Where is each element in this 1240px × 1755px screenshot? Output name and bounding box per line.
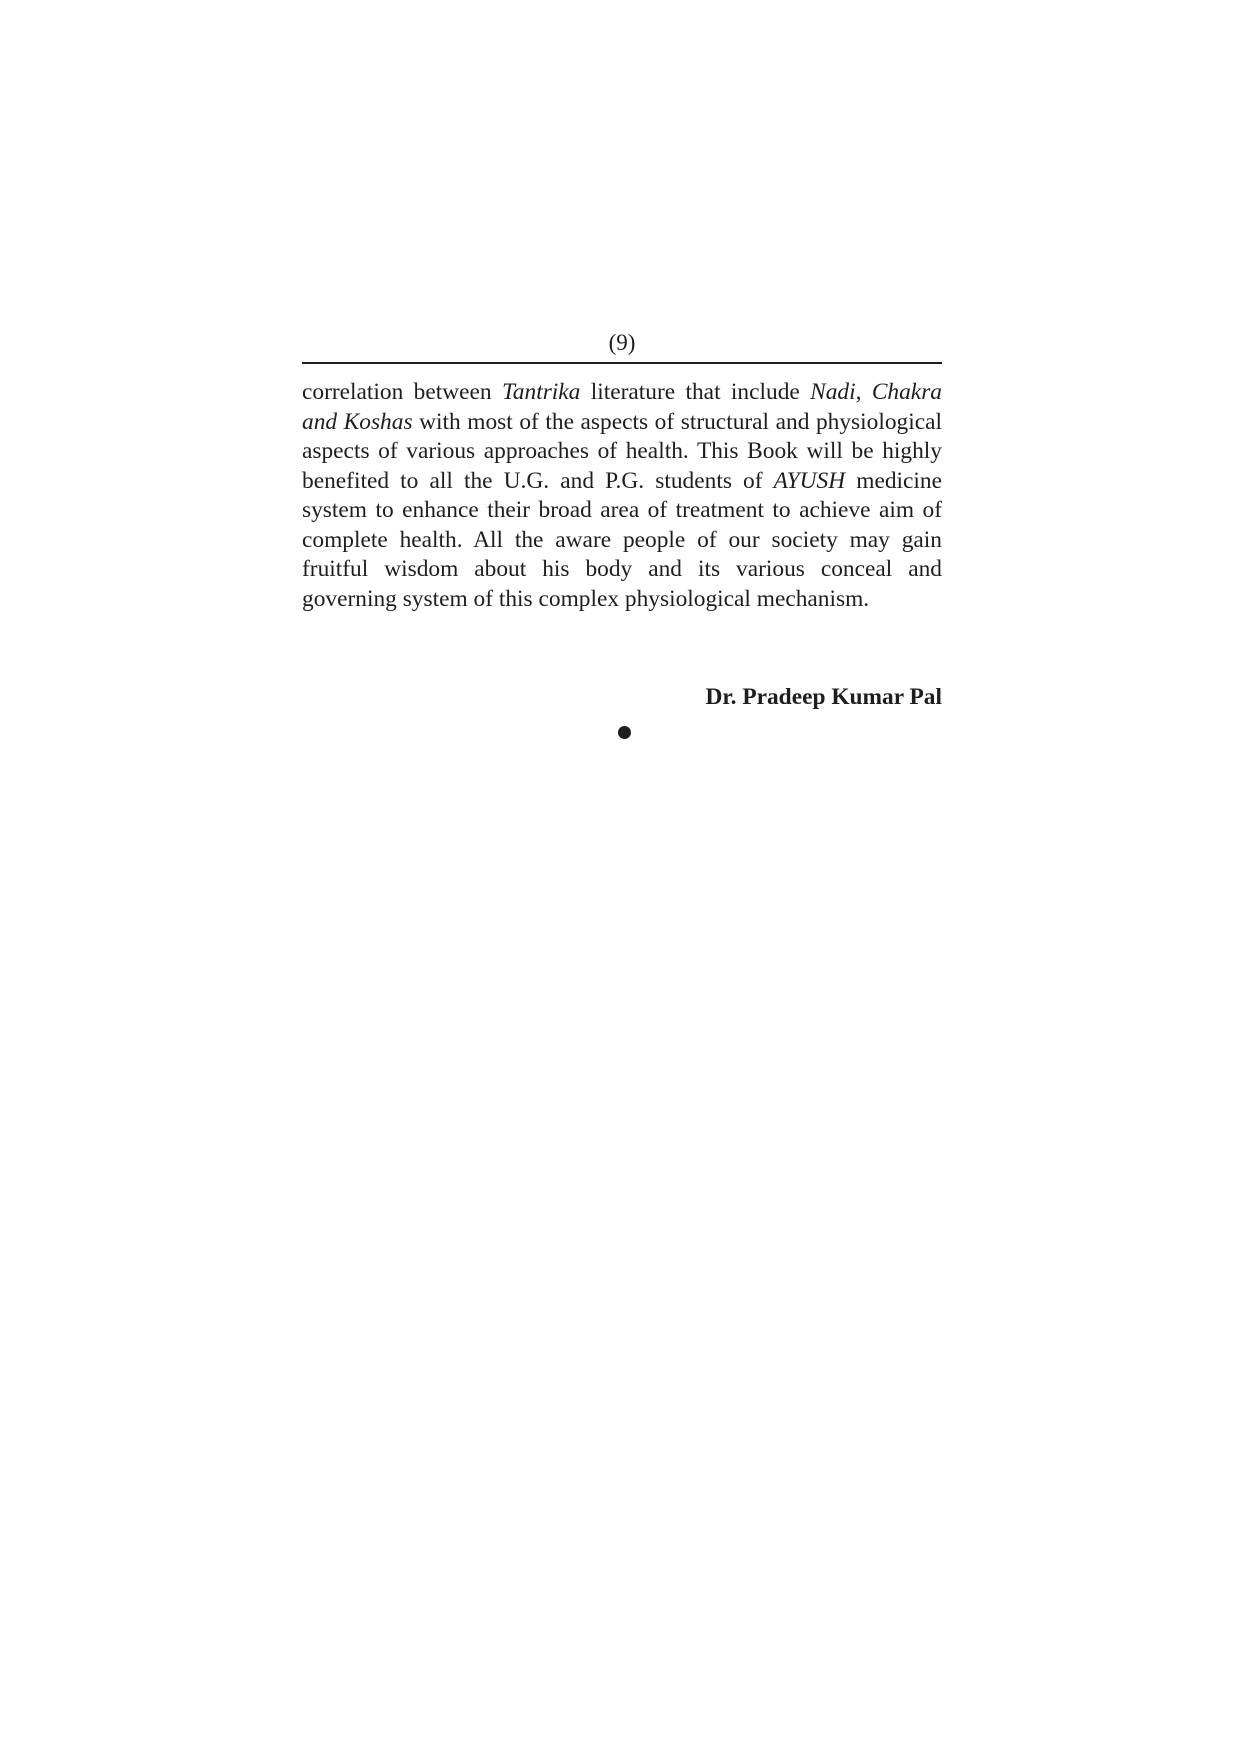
page-number: (9) [608, 330, 636, 355]
italic-term-ayush: AYUSH [773, 467, 846, 494]
italic-term-tantrika: Tantrika [501, 379, 581, 405]
author-signature: Dr. Pradeep Kumar Pal [705, 684, 942, 710]
end-bullet-icon [618, 726, 631, 739]
book-page [302, 328, 942, 739]
preface-paragraph [302, 378, 942, 614]
italic-term-nadi-chakra-koshas: Nadi, Chakra and Koshas [302, 379, 942, 435]
text-run: with most of the aspects of structural and physiological aspects of various approaches of health. This Book will be highly benefited to all the U.G. and P.G. students of [302, 408, 943, 494]
text-run: literature that include [580, 379, 811, 405]
text-run: correlation between [302, 379, 502, 405]
header-rule [302, 362, 942, 364]
text-run: medicine system to enhance their broad area of treatment to achieve aim of complete health. All the aware people of our society may gain fruitful wisdom about his body and its various conceal and governing system of this complex physiological mechanism. [302, 467, 942, 612]
